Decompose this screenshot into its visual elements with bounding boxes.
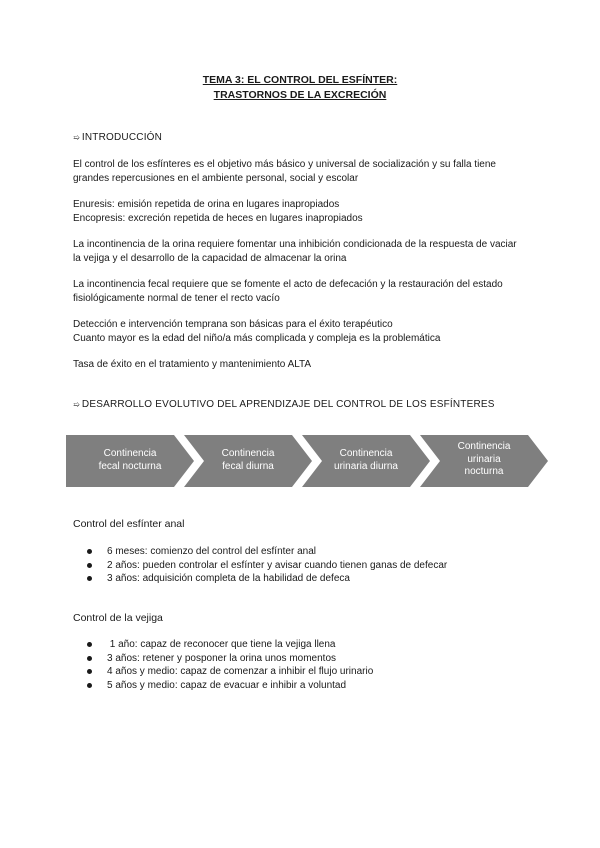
- title-line-1: TEMA 3: EL CONTROL DEL ESFÍNTER:: [202, 74, 398, 86]
- bullet-icon: [87, 683, 92, 688]
- list-item: [73, 559, 533, 573]
- paragraph-line: fisiológicamente normal de tener el recto vacío: [73, 292, 280, 304]
- process-chevrons: [66, 435, 550, 487]
- paragraph-line: grandes repercusiones en el ambiente personal, social y escolar: [73, 172, 359, 184]
- intro-paragraph-2: [73, 198, 533, 225]
- bullet-icon: [87, 669, 92, 674]
- paragraph-line: Tasa de éxito en el tratamiento y mantenimiento ALTA: [73, 359, 312, 370]
- paragraph-line: Enuresis: emisión repetida de orina en lugares inapropiados: [73, 199, 340, 210]
- chevron-label-line: Continencia: [339, 448, 393, 459]
- intro-paragraph-1: [73, 158, 533, 185]
- list-item: [73, 665, 533, 679]
- bullet-icon: [87, 656, 92, 661]
- chevron-label-line: nocturna: [464, 466, 504, 477]
- chevron-label-line: Continencia: [457, 441, 511, 452]
- paragraph-line: la vejiga y el desarrollo de la capacidad de almacenar la orina: [73, 252, 347, 264]
- chevron-label-line: urinaria diurna: [334, 460, 398, 472]
- vejiga-list: [73, 638, 533, 692]
- chevron-label-line: Continencia: [221, 448, 275, 459]
- list-item: [73, 545, 533, 559]
- list-item-text: 1 año: capaz de reconocer que tiene la vejiga llena: [107, 639, 336, 650]
- paragraph-line: La incontinencia de la orina requiere fomentar una inhibición condicionada de la respuesta de vaciar: [73, 239, 517, 250]
- chevron-label-line: urinaria: [467, 453, 501, 465]
- chevron-label-line: Continencia: [103, 448, 157, 459]
- bullet-icon: [87, 576, 92, 581]
- chevron-label-line: fecal diurna: [222, 460, 274, 472]
- arrow-icon: ➯: [73, 133, 80, 142]
- paragraph-line: La incontinencia fecal requiere que se fomente el acto de defecación y la restauración del estado: [73, 279, 503, 290]
- chevron-label-line: fecal nocturna: [98, 460, 162, 472]
- desarrollo-heading-text: DESARROLLO EVOLUTIVO DEL APRENDIZAJE DEL CONTROL DE LOS ESFÍNTERES: [81, 399, 495, 410]
- intro-heading: [73, 131, 162, 145]
- vejiga-heading: Control de la vejiga: [73, 612, 163, 624]
- chevron-label-3: [316, 448, 416, 473]
- chevron-label-2: [198, 448, 298, 473]
- intro-heading-text: INTRODUCCIÓN: [81, 132, 163, 143]
- anal-list: [73, 545, 533, 586]
- arrow-icon: ➯: [73, 400, 80, 409]
- bullet-icon: [87, 549, 92, 554]
- bullet-icon: [87, 642, 92, 647]
- list-item-text: 3 años: adquisición completa de la habilidad de defeca: [107, 573, 350, 584]
- paragraph-line: El control de los esfínteres es el objetivo más básico y universal de socialización y su falla tiene: [73, 159, 496, 170]
- chevron-label-1: [80, 448, 180, 473]
- paragraph-line: Encopresis: excreción repetida de heces en lugares inapropiados: [73, 212, 363, 224]
- paragraph-line: Cuanto mayor es la edad del niño/a más complicada y compleja es la problemática: [73, 332, 441, 344]
- anal-heading: Control del esfínter anal: [73, 518, 185, 530]
- desarrollo-heading: [73, 398, 495, 412]
- intro-paragraph-5: [73, 318, 533, 345]
- intro-paragraph-4: [73, 278, 533, 305]
- paragraph-line: Detección e intervención temprana son básicas para el éxito terapéutico: [73, 319, 393, 330]
- list-item: [73, 572, 533, 586]
- title-line-2: TRASTORNOS DE LA EXCRECIÓN: [213, 88, 387, 101]
- list-item-text: 4 años y medio: capaz de comenzar a inhibir el flujo urinario: [107, 666, 374, 677]
- document-title: [0, 73, 600, 102]
- list-item-text: 2 años: pueden controlar el esfínter y avisar cuando tienen ganas de defecar: [107, 559, 448, 571]
- chevron-label-4: [434, 441, 534, 479]
- list-item-text: 3 años: retener y posponer la orina unos momentos: [107, 652, 337, 664]
- list-item-text: 6 meses: comienzo del control del esfínter anal: [107, 546, 316, 557]
- bullet-icon: [87, 563, 92, 568]
- intro-paragraph-3: [73, 238, 533, 265]
- intro-paragraph-6: [73, 358, 533, 372]
- list-item: [73, 638, 533, 652]
- list-item-text: 5 años y medio: capaz de evacuar e inhibir a voluntad: [107, 679, 347, 691]
- list-item: [73, 679, 533, 693]
- list-item: [73, 652, 533, 666]
